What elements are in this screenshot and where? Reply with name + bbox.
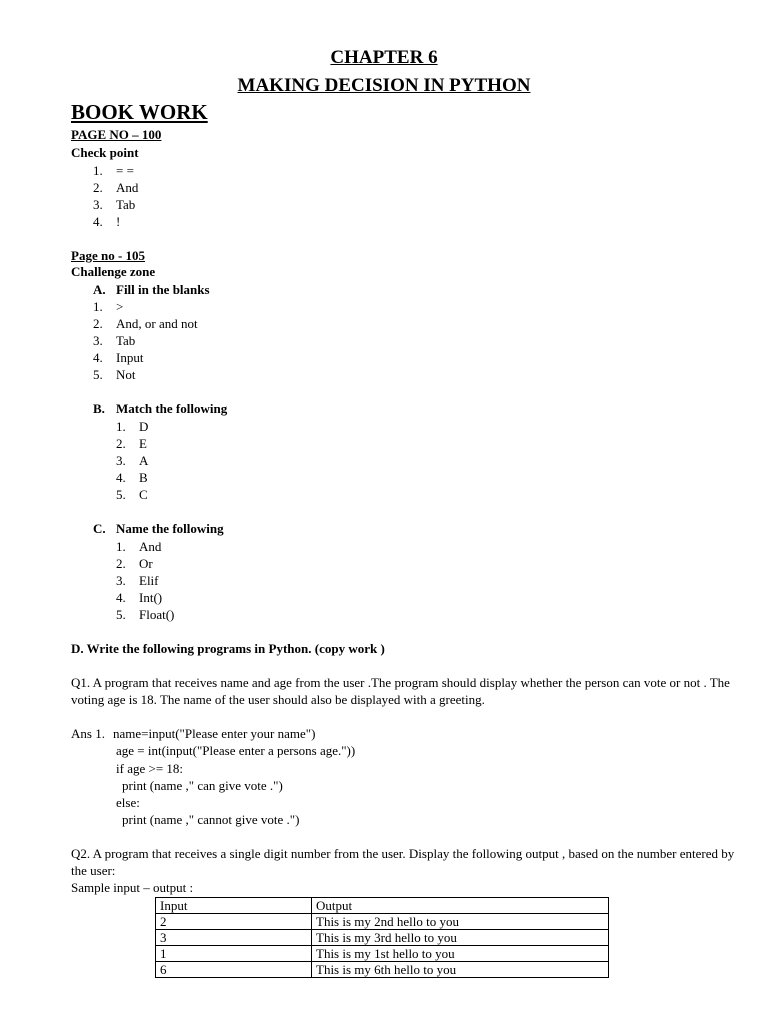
section-b-label: B.	[93, 401, 105, 416]
table-row	[156, 962, 609, 978]
code-line: if age >= 18:	[116, 761, 184, 776]
section-a-title: Fill in the blanks	[116, 282, 210, 297]
header-cell: Output	[312, 898, 609, 914]
list-item: 1. >	[93, 299, 124, 314]
q1-line-1: Q1. A program that receives name and age from the user .The program should display whether the person can vote or not . The	[71, 675, 730, 690]
q2-line-2: the user:	[71, 863, 116, 878]
code-line: name=input("Please enter your name")	[113, 726, 316, 741]
list-item: 4. Int()	[116, 590, 163, 605]
table-cell: 6	[156, 962, 312, 978]
list-item: 4. Input	[93, 350, 144, 365]
chapter-number: CHAPTER 6	[330, 47, 438, 68]
section-c-list	[116, 538, 316, 623]
list-item: 4. !	[93, 214, 121, 229]
table-row	[156, 946, 609, 962]
code-line: print (name ," can give vote .")	[122, 778, 283, 793]
sample-io-label: Sample input – output :	[71, 880, 194, 895]
list-item: 5. Float()	[116, 607, 175, 622]
ans1-label: Ans 1.	[71, 726, 105, 741]
book-work-heading: BOOK WORK	[71, 100, 208, 124]
list-item: 5. C	[116, 487, 148, 502]
code-line: else:	[116, 795, 140, 810]
list-item: 3. Elif	[116, 573, 159, 588]
page-105-heading: Page no - 105	[71, 248, 146, 263]
section-a-label: A.	[93, 282, 106, 297]
table-cell: 1	[156, 946, 312, 962]
list-item: 2. Or	[116, 556, 153, 571]
list-item: 3. A	[116, 453, 149, 468]
q2-line-1: Q2. A program that receives a single digit number from the user. Display the following output , based on the number entered by	[71, 846, 735, 861]
list-item: 2. And	[93, 180, 139, 195]
list-item: 1. And	[116, 539, 162, 554]
list-item: 2. E	[116, 436, 147, 451]
section-b-title: Match the following	[116, 401, 228, 416]
table-cell: This is my 1st hello to you	[312, 946, 609, 962]
list-item: 3. Tab	[93, 197, 136, 212]
table-cell: This is my 3rd hello to you	[312, 930, 609, 946]
section-b-list	[116, 418, 316, 503]
sample-io-table	[155, 897, 609, 978]
table-cell: This is my 2nd hello to you	[312, 914, 609, 930]
section-c-title: Name the following	[116, 521, 224, 536]
list-item: 1. D	[116, 419, 149, 434]
table-row	[156, 914, 609, 930]
table-cell: This is my 6th hello to you	[312, 962, 609, 978]
list-item: 2. And, or and not	[93, 316, 198, 331]
check-point-list	[93, 162, 293, 230]
list-item: 5. Not	[93, 367, 136, 382]
code-line: age = int(input("Please enter a persons age."))	[116, 743, 356, 758]
list-item: 4. B	[116, 470, 148, 485]
table-header-row	[156, 898, 609, 914]
header-cell: Input	[156, 898, 312, 914]
challenge-zone-heading: Challenge zone	[71, 264, 156, 279]
list-item: 3. Tab	[93, 333, 136, 348]
q1-line-2: voting age is 18. The name of the user should also be displayed with a greeting.	[71, 692, 485, 707]
table-cell: 3	[156, 930, 312, 946]
check-point-heading: Check point	[71, 145, 139, 160]
page-100-heading: PAGE NO – 100	[71, 127, 162, 142]
chapter-title: MAKING DECISION IN PYTHON	[237, 75, 531, 96]
section-a-list	[93, 298, 343, 383]
code-line: print (name ," cannot give vote .")	[122, 812, 300, 827]
section-d-heading: D. Write the following programs in Python. (copy work )	[71, 641, 385, 656]
table-cell: 2	[156, 914, 312, 930]
section-c-label: C.	[93, 521, 106, 536]
table-row	[156, 930, 609, 946]
list-item: 1. = =	[93, 163, 134, 178]
